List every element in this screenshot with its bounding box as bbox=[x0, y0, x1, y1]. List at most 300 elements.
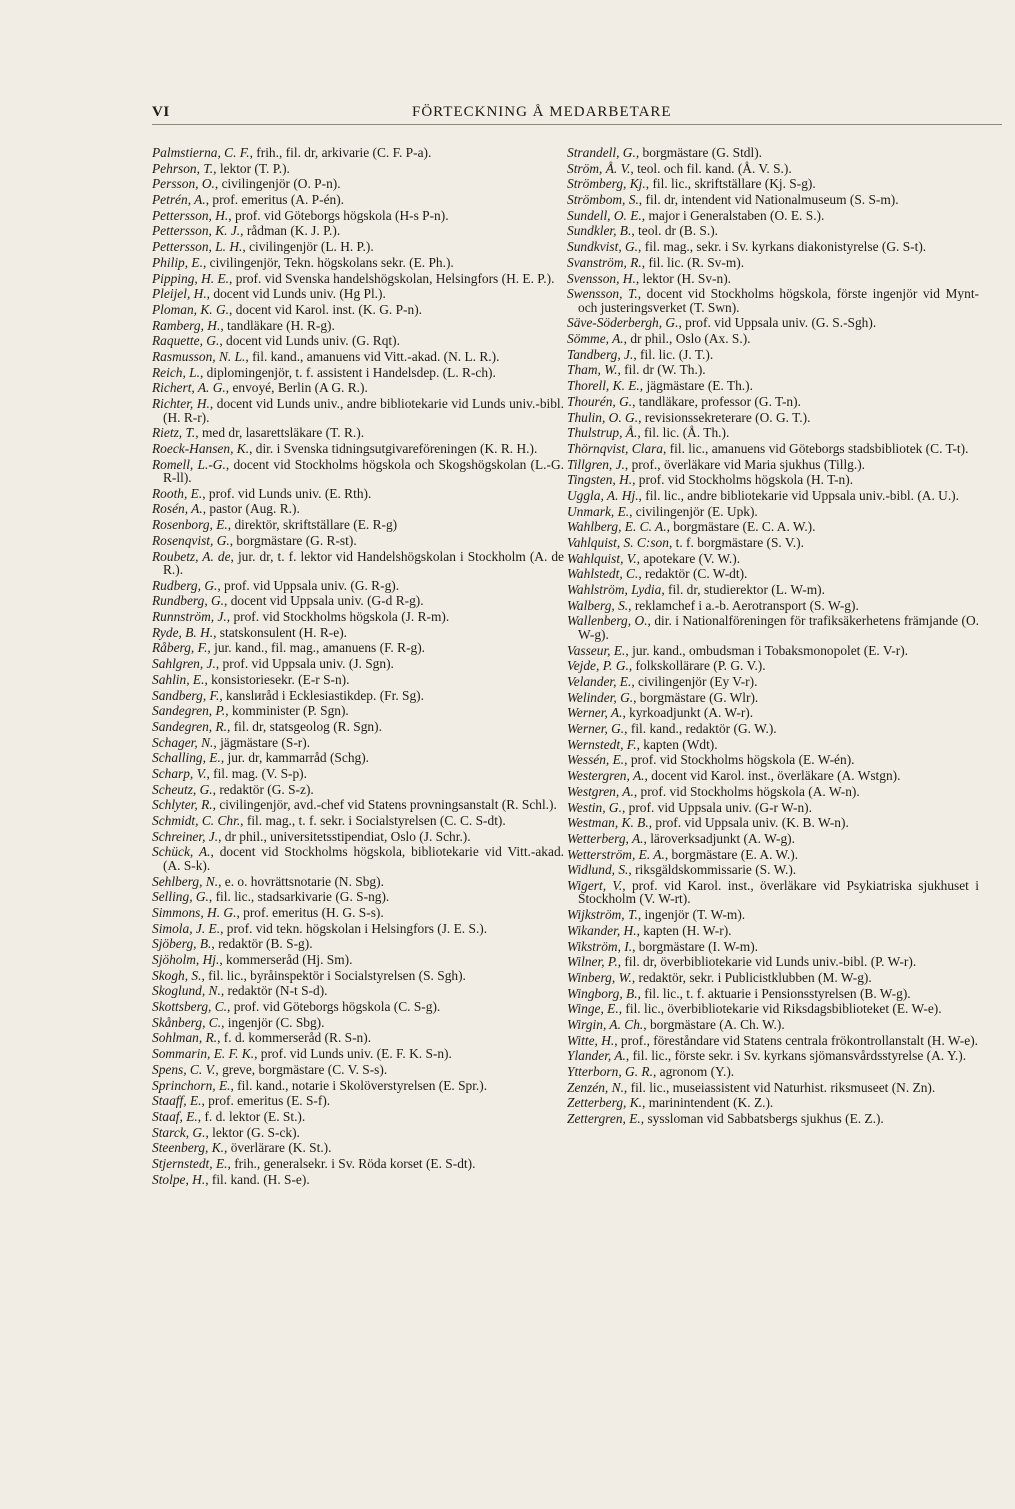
contributor-name: Werner, A. bbox=[567, 705, 623, 721]
contributor-description: , teol. och fil. kand. (Å. V. S.). bbox=[630, 160, 792, 176]
contributor-name: Reich, L. bbox=[152, 364, 200, 380]
contributor-description: , jägmästare (S-r). bbox=[213, 734, 311, 750]
contributor-name: Runnström, J. bbox=[152, 609, 227, 625]
contributor-name: Steenberg, K. bbox=[152, 1140, 225, 1156]
contributor-description: , prof., föreståndare vid Statens centrala frökontrollanstalt (H. W-e). bbox=[614, 1032, 979, 1048]
contributor-description: , fil. lic. (J. T.). bbox=[633, 346, 714, 362]
contributor-name: Vasseur, E. bbox=[567, 642, 626, 658]
running-header bbox=[152, 104, 1002, 125]
contributor-description: , kapten (Wdt). bbox=[636, 736, 718, 752]
contributor-name: Rietz, T. bbox=[152, 425, 196, 441]
contributor-name: Staaf, E. bbox=[152, 1108, 198, 1124]
contributor-name: Palmstierna, C. F. bbox=[152, 145, 250, 160]
contributor-description: , revisionssekreterare (O. G. T.). bbox=[638, 409, 811, 425]
contributor-entry bbox=[152, 579, 564, 593]
contributor-entry bbox=[152, 502, 564, 516]
contributor-description: , riksgäldskommissarie (S. W.). bbox=[628, 862, 797, 878]
contributor-entry bbox=[152, 736, 564, 750]
contributor-description: , civilingenjör, avd.-chef vid Statens provningsanstalt (R. Schl.). bbox=[212, 797, 557, 813]
contributor-name: Werner, G. bbox=[567, 721, 625, 737]
contributor-name: Richert, A. G. bbox=[152, 380, 226, 396]
contributor-name: Wijkström, T. bbox=[567, 907, 638, 923]
contributor-description: , docent vid Stockholms högskola och Skogshögskolan (L.-G. R-ll). bbox=[163, 456, 565, 486]
contributor-description: , f. d. lektor (E. St.). bbox=[197, 1108, 306, 1124]
contributor-name: Wikander, H. bbox=[567, 922, 637, 938]
contributor-entry bbox=[567, 426, 979, 440]
contributor-description: , borgmästare (E. A. W.). bbox=[664, 846, 799, 862]
contributor-name: Welinder, G. bbox=[567, 689, 634, 705]
contributor-name: Wallenberg, O. bbox=[567, 613, 648, 629]
contributor-name: Witte, H. bbox=[567, 1032, 615, 1048]
contributor-name: Sundkler, B. bbox=[567, 223, 632, 239]
contributor-description: , med dr, lasarettsläkare (T. R.). bbox=[195, 425, 365, 441]
contributor-description: , fil. dr, studierektor (L. W-m). bbox=[661, 582, 825, 598]
contributor-description: , prof. vid Uppsala univ. (K. B. W-n). bbox=[648, 815, 849, 831]
contributor-description: , fil. lic., överbibliotekarie vid Riksdagsbiblioteket (E. W-e). bbox=[618, 1001, 942, 1017]
contributor-description: , fil. lic., stadsarkivarie (G. S-ng). bbox=[208, 889, 390, 905]
contributor-name: Sjöholm, Hj. bbox=[152, 952, 220, 967]
contributor-description: , docent vid Stockholms högskola, bibliotekarie vid Vitt.-akad. (A. S-k). bbox=[163, 844, 564, 873]
contributor-description: , civilingenjör (Ey V-r). bbox=[631, 674, 758, 689]
contributor-name: Schmidt, C. Chr. bbox=[152, 813, 241, 828]
contributor-name: Sprinchorn, E. bbox=[152, 1077, 231, 1093]
contributor-entry bbox=[567, 848, 979, 862]
contributor-name: Sömme, A. bbox=[567, 331, 624, 347]
contributor-entry bbox=[567, 691, 979, 705]
contributor-description: , borgmästare (G. Wlr). bbox=[633, 689, 759, 705]
contributor-description: , fil. lic., skriftställare (Kj. S-g). bbox=[645, 176, 816, 192]
contributor-entry bbox=[567, 316, 979, 330]
contributor-description: , borgmästare (A. Ch. W.). bbox=[643, 1016, 785, 1032]
contributor-description: , fil. lic. (Å. Th.). bbox=[637, 425, 730, 441]
contributor-entry bbox=[567, 971, 979, 985]
contributor-name: Roubetz, A. de bbox=[152, 548, 231, 564]
contributor-entry bbox=[152, 1079, 564, 1093]
contributor-name: Strandell, G. bbox=[567, 145, 636, 160]
contributor-name: Sahlgren, J. bbox=[152, 656, 216, 672]
contributor-entry bbox=[567, 567, 979, 581]
contributor-entry bbox=[152, 720, 564, 734]
contributor-entry bbox=[152, 209, 564, 223]
contributor-entry bbox=[567, 987, 979, 1001]
contributor-name: Wahlström, Lydia bbox=[567, 582, 662, 598]
contributor-entry bbox=[152, 1000, 564, 1014]
contributor-entry bbox=[567, 363, 979, 377]
contributor-description: , lektor (T. P.). bbox=[213, 160, 290, 176]
contributor-entry bbox=[567, 832, 979, 846]
contributor-description: , docent vid Uppsala univ. (G-d R-g). bbox=[224, 593, 424, 609]
contributor-entry bbox=[152, 442, 564, 456]
contributor-entry bbox=[567, 348, 979, 362]
contributor-entry bbox=[567, 1096, 979, 1110]
contributor-entry bbox=[152, 594, 564, 608]
contributor-name: Uggla, A. Hj. bbox=[567, 487, 639, 503]
contributor-entry bbox=[152, 767, 564, 781]
contributor-description: , komminister (P. Sgn). bbox=[225, 703, 349, 719]
contributor-description: , fil. mag., sekr. i Sv. kyrkans diakonistyrelse (G. S-t). bbox=[638, 239, 927, 255]
contributor-entry bbox=[567, 411, 979, 425]
contributor-description: , prof., överläkare vid Maria sjukhus (Tillg.). bbox=[624, 456, 866, 472]
contributor-description: , prof. vid Göteborgs högskola (H-s P-n). bbox=[228, 207, 449, 223]
contributor-name: Wetterberg, A. bbox=[567, 830, 644, 846]
contributor-description: , redaktör, sekr. i Publicistklubben (M. W-g). bbox=[631, 969, 872, 985]
contributor-name: Wahlquist, V. bbox=[567, 550, 637, 566]
contributor-name: Velander, E. bbox=[567, 674, 632, 689]
contributor-entry bbox=[567, 442, 979, 456]
page-title: FÖRTECKNING Å MEDARBETARE bbox=[412, 104, 672, 120]
contributor-name: Thörnqvist, Clara bbox=[567, 440, 663, 456]
contributor-description: , lektor (G. S-ck). bbox=[205, 1124, 300, 1140]
contributor-description: , redaktör (G. S-z). bbox=[212, 781, 314, 797]
contributor-entry bbox=[152, 906, 564, 920]
contributor-name: Petrén, A. bbox=[152, 192, 206, 208]
contributor-name: Wetterström, E. A. bbox=[567, 846, 665, 862]
contributor-name: Tillgren, J. bbox=[567, 456, 625, 472]
contributor-name: Sandegren, P. bbox=[152, 703, 226, 719]
contributor-name: Pettersson, L. H. bbox=[152, 239, 243, 255]
contributor-description: , jur. dr, kammarråd (Schg). bbox=[220, 750, 370, 766]
contributor-name: Persson, O. bbox=[152, 176, 215, 192]
contributor-name: Wilner, P. bbox=[567, 954, 618, 970]
contributor-entry bbox=[567, 785, 979, 799]
contributor-entry bbox=[567, 379, 979, 393]
contributor-description: , ingenjör (C. Sbg). bbox=[221, 1014, 325, 1030]
contributor-entry bbox=[567, 256, 979, 270]
contributor-name: Westergren, A. bbox=[567, 768, 645, 784]
contributor-entry bbox=[152, 937, 564, 951]
contributor-description: , prof. emeritus (H. G. S-s). bbox=[236, 904, 384, 920]
contributor-entry bbox=[152, 1173, 564, 1187]
contributor-entry bbox=[567, 753, 979, 767]
contributor-entry bbox=[567, 224, 979, 238]
contributor-name: Westin, G. bbox=[567, 799, 622, 815]
contributor-description: , fil. lic., t. f. aktuarie i Pensionsstyrelsen (B. W-g). bbox=[637, 985, 911, 1001]
contributor-name: Sjöberg, B. bbox=[152, 936, 212, 952]
contributor-name: Staaff, E. bbox=[152, 1093, 202, 1109]
contributor-name: Richter, H. bbox=[152, 396, 210, 411]
contributor-description: , civilingenjör (E. Upk). bbox=[629, 503, 758, 519]
contributor-entry bbox=[152, 287, 564, 301]
contributor-name: Ytterborn, G. R. bbox=[567, 1064, 653, 1079]
contributor-name: Stjernstedt, E. bbox=[152, 1155, 228, 1171]
contributor-description: , civilingenjör (L. H. P.). bbox=[242, 239, 374, 255]
contributor-entry bbox=[567, 801, 979, 815]
left-column bbox=[152, 146, 564, 1188]
contributor-entry bbox=[152, 1016, 564, 1030]
contributor-entry bbox=[152, 751, 564, 765]
contributor-description: , prof. vid Uppsala univ. (G. S.-Sgh). bbox=[678, 315, 877, 331]
contributor-entry bbox=[152, 240, 564, 254]
contributor-description: , tandläkare (H. R-g). bbox=[220, 317, 335, 333]
contributor-name: Thulin, O. G. bbox=[567, 409, 639, 425]
contributor-entry bbox=[567, 1112, 979, 1126]
contributor-name: Rosén, A. bbox=[152, 501, 203, 517]
contributor-description: , docent vid Lunds univ., andre bibliotekarie vid Lunds univ.-bibl. (H. R-r). bbox=[163, 396, 564, 425]
contributor-name: Skogh, S. bbox=[152, 967, 202, 983]
contributor-name: Selling, G. bbox=[152, 889, 209, 905]
contributor-description: , docent vid Lunds univ. (G. Rqt). bbox=[219, 333, 400, 349]
contributor-entry bbox=[567, 520, 979, 534]
contributor-entry bbox=[567, 162, 979, 176]
contributor-name: Rasmusson, N. L. bbox=[152, 348, 246, 364]
contributor-description: , docent vid Stockholms högskola, förste ingenjör vid Mynt- och justeringsverket (T. Swn). bbox=[578, 286, 979, 315]
contributor-name: Svanström, R. bbox=[567, 254, 642, 270]
contributor-name: Pipping, H. E. bbox=[152, 270, 229, 286]
contributor-name: Walberg, S. bbox=[567, 597, 629, 613]
contributor-name: Vejde, P. G. bbox=[567, 658, 629, 674]
contributor-description: , borgmästare (I. W-m). bbox=[632, 938, 759, 954]
contributor-entry bbox=[567, 473, 979, 487]
contributor-description: , fil. lic., museiassistent vid Naturhist. riksmuseet (N. Zn). bbox=[623, 1079, 936, 1095]
contributor-description: , fil. kand., notarie i Skolöverstyrelsen (E. Spr.). bbox=[230, 1077, 488, 1093]
contributor-name: Tham, W. bbox=[567, 362, 618, 378]
contributor-entry bbox=[567, 816, 979, 830]
contributor-entry bbox=[152, 1094, 564, 1108]
contributor-entry bbox=[152, 1047, 564, 1061]
contributor-name: Råberg, F. bbox=[152, 640, 208, 656]
contributor-entry bbox=[152, 814, 564, 828]
contributor-name: Wernstedt, F. bbox=[567, 736, 637, 752]
contributor-description: , frih., generalsekr. i Sv. Röda korset (E. S-dt). bbox=[227, 1155, 476, 1171]
contributor-entry bbox=[152, 969, 564, 983]
contributor-name: Ylander, A. bbox=[567, 1048, 626, 1064]
contributor-entry bbox=[567, 1034, 979, 1048]
contributor-name: Philip, E. bbox=[152, 254, 203, 270]
contributor-name: Swensson, T. bbox=[567, 286, 638, 302]
contributor-description: , fil. dr, intendent vid Nationalmuseum (S. S-m). bbox=[638, 192, 899, 208]
contributor-name: Wirgin, A. Ch. bbox=[567, 1016, 644, 1032]
contributor-entry bbox=[567, 769, 979, 783]
contributor-name: Schalling, E. bbox=[152, 750, 221, 766]
contributor-description: , prof. vid Göteborgs högskola (C. S-g). bbox=[227, 999, 441, 1015]
contributor-entry bbox=[567, 675, 979, 689]
contributor-entry bbox=[567, 287, 979, 314]
contributor-description: , fil. mag., t. f. sekr. i Socialstyrelsen (C. C. S-dt). bbox=[240, 813, 506, 828]
contributor-name: Winberg, W. bbox=[567, 969, 632, 985]
contributor-description: , fil. dr, överbibliotekarie vid Lunds univ.-bibl. (P. W-r). bbox=[617, 954, 917, 970]
contributor-name: Wikström, I. bbox=[567, 938, 633, 954]
contributor-description: , kapten (H. W-r). bbox=[636, 922, 732, 938]
contributor-name: Widlund, S. bbox=[567, 862, 629, 878]
contributor-entry bbox=[152, 381, 564, 395]
contributor-entry bbox=[567, 644, 979, 658]
contributor-name: Zetterberg, K. bbox=[567, 1095, 643, 1111]
contributor-entry bbox=[152, 704, 564, 718]
contributor-entry bbox=[152, 610, 564, 624]
contributor-description: , ingenjör (T. W-m). bbox=[637, 907, 746, 923]
contributor-entry bbox=[152, 953, 564, 967]
contributor-description: , marinintendent (K. Z.). bbox=[642, 1095, 774, 1111]
contributor-description: , prof. vid Uppsala univ. (G-r W-n). bbox=[621, 799, 812, 815]
contributor-description: , statskonsulent (H. R-e). bbox=[213, 624, 347, 640]
contributor-name: Schreiner, J. bbox=[152, 828, 219, 844]
contributor-description: , överlärare (K. St.). bbox=[224, 1140, 332, 1156]
contributor-name: Skånberg, C. bbox=[152, 1014, 222, 1030]
contributor-name: Scheutz, G. bbox=[152, 781, 213, 797]
contributor-description: , pastor (Aug. R.). bbox=[202, 501, 300, 517]
contributor-name: Sahlin, E. bbox=[152, 671, 205, 687]
contributor-name: Tingsten, H. bbox=[567, 472, 633, 488]
contributor-name: Pettersson, K. J. bbox=[152, 223, 241, 239]
contributor-name: Zenzén, N. bbox=[567, 1079, 624, 1095]
contributor-entry bbox=[152, 162, 564, 176]
contributor-entry bbox=[567, 552, 979, 566]
contributor-name: Raquette, G. bbox=[152, 333, 220, 349]
contributor-name: Rooth, E. bbox=[152, 485, 203, 501]
contributor-description: , fil. mag. (V. S-p). bbox=[206, 765, 307, 781]
contributor-entry bbox=[567, 706, 979, 720]
contributor-name: Strömbom, S. bbox=[567, 192, 639, 208]
contributor-name: Wessén, E. bbox=[567, 752, 625, 768]
contributor-name: Vahlquist, S. C:son bbox=[567, 535, 669, 550]
contributor-entry bbox=[152, 426, 564, 440]
contributor-entry bbox=[152, 193, 564, 207]
contributor-entry bbox=[152, 798, 564, 812]
contributor-entry bbox=[152, 689, 564, 703]
contributor-entry bbox=[152, 366, 564, 380]
contributor-name: Winge, E. bbox=[567, 1001, 619, 1017]
contributor-description: , syssloman vid Sabbatsbergs sjukhus (E. Z.). bbox=[640, 1111, 884, 1127]
contributor-entry bbox=[152, 783, 564, 797]
contributor-entry bbox=[152, 458, 564, 485]
contributor-description: , frih., fil. dr, arkivarie (C. F. P-a). bbox=[249, 145, 432, 160]
contributor-description: , redaktör (C. W-dt). bbox=[638, 566, 748, 582]
contributor-entry bbox=[152, 177, 564, 191]
contributor-description: , tandläkare, professor (G. T-n). bbox=[632, 393, 801, 409]
contributor-description: , fil. lic., andre bibliotekarie vid Uppsala univ.-bibl. (A. U.). bbox=[638, 487, 959, 503]
contributor-entry bbox=[567, 1002, 979, 1016]
contributor-entry bbox=[567, 614, 979, 641]
contributor-description: , prof. vid Stockholms högskola (H. T-n). bbox=[632, 472, 854, 488]
contributor-entry bbox=[152, 875, 564, 889]
contributor-entry bbox=[567, 193, 979, 207]
contributor-description: , fil. lic., förste sekr. i Sv. kyrkans sjömansvårdsstyrelse (A. Y.). bbox=[625, 1048, 967, 1064]
contributor-entry bbox=[567, 209, 979, 223]
contributor-entry bbox=[567, 1081, 979, 1095]
contributor-entry bbox=[152, 626, 564, 640]
contributor-name: Spens, C. V. bbox=[152, 1061, 216, 1077]
contributor-entry bbox=[567, 272, 979, 286]
contributor-entry bbox=[152, 984, 564, 998]
contributor-description: , konsistoriesekr. (E-r S-n). bbox=[204, 671, 350, 687]
contributor-description: , teol. dr (B. S.). bbox=[631, 223, 719, 239]
contributor-entry bbox=[152, 272, 564, 286]
contributor-entry bbox=[152, 641, 564, 655]
contributor-entry bbox=[567, 738, 979, 752]
contributor-entry bbox=[567, 659, 979, 673]
contributor-name: Pehrson, T. bbox=[152, 160, 214, 176]
contributor-name: Schager, N. bbox=[152, 734, 214, 750]
page-number: VI bbox=[152, 104, 170, 120]
contributor-name: Sohlman, R. bbox=[152, 1030, 218, 1046]
contributor-entry bbox=[567, 536, 979, 550]
contributor-name: Rundberg, G. bbox=[152, 593, 225, 609]
contributor-description: , dir. i Nationalföreningen för trafiksäkerhetens främjande (O. W-g). bbox=[578, 613, 980, 642]
contributor-description: , kommerseråd (Hj. Sm). bbox=[219, 952, 353, 967]
contributor-description: , fil. lic., amanuens vid Göteborgs stadsbibliotek (C. T-t). bbox=[662, 440, 969, 456]
contributor-description: , greve, borgmästare (C. V. S-s). bbox=[215, 1061, 388, 1077]
contributor-name: Pettersson, H. bbox=[152, 207, 229, 223]
contributor-description: , prof. vid tekn. högskolan i Helsingfors (J. E. S.). bbox=[220, 920, 488, 936]
contributor-description: , direktör, skriftställare (E. R-g) bbox=[227, 517, 398, 533]
contributor-description: , fil. lic. (R. Sv-m). bbox=[641, 254, 745, 270]
contributor-name: Tandberg, J. bbox=[567, 346, 634, 362]
contributor-name: Svensson, H. bbox=[567, 270, 636, 286]
contributor-name: Thulstrup, Å. bbox=[567, 425, 638, 441]
contributor-description: , docent vid Karol. inst., överläkare (A. Wstgn). bbox=[644, 768, 901, 784]
contributor-name: Unmark, E. bbox=[567, 503, 630, 519]
contributor-description: , kyrkoadjunkt (A. W-r). bbox=[622, 705, 754, 721]
contributor-name: Rudberg, G. bbox=[152, 577, 218, 593]
contributor-name: Rosenqvist, G. bbox=[152, 532, 230, 548]
contributor-description: , reklamchef i a.-b. Aerotransport (S. W-g). bbox=[628, 597, 859, 613]
contributor-entry bbox=[567, 863, 979, 877]
contributor-entry bbox=[567, 722, 979, 736]
contributor-description: , prof. vid Uppsala univ. (J. Sgn). bbox=[215, 656, 394, 672]
contributor-entry bbox=[152, 350, 564, 364]
contributor-description: , prof. vid Karol. inst., överläkare vid Psykiatriska sjukhuset i Stockholm (V. W-rt). bbox=[578, 877, 979, 907]
contributor-entry bbox=[567, 1018, 979, 1032]
contributor-entry bbox=[567, 955, 979, 969]
contributor-name: Sundkvist, G. bbox=[567, 239, 639, 255]
contributor-entry bbox=[152, 657, 564, 671]
contributor-description: , f. d. kommerseråd (R. S-n). bbox=[217, 1030, 372, 1046]
contributor-description: , dr phil., universitetsstipendiat, Oslo (J. Schr.). bbox=[218, 828, 471, 844]
contributor-entry bbox=[567, 583, 979, 597]
contributor-entry bbox=[567, 177, 979, 191]
contributor-name: Ström, Å. V. bbox=[567, 160, 631, 176]
contributor-entry bbox=[152, 487, 564, 501]
contributor-name: Ramberg, H. bbox=[152, 317, 221, 333]
contributor-entry bbox=[152, 146, 564, 160]
contributor-description: , prof. vid Lunds univ. (E. Rth). bbox=[202, 485, 372, 501]
contributor-entry bbox=[567, 1065, 979, 1079]
contributor-name: Scharp, V. bbox=[152, 765, 207, 781]
contributor-description: , fil. dr (W. Th.). bbox=[617, 362, 706, 378]
contributor-name: Simola, J. E. bbox=[152, 920, 221, 936]
contributor-name: Pleijel, H. bbox=[152, 286, 207, 302]
contributor-name: Wingborg, B. bbox=[567, 985, 638, 1001]
contributor-name: Starck, G. bbox=[152, 1124, 206, 1140]
contributor-description: , prof. vid Uppsala univ. (G. R-g). bbox=[217, 577, 400, 593]
contributor-description: , läroverksadjunkt (A. W-g). bbox=[643, 830, 795, 846]
contributor-entry bbox=[567, 489, 979, 503]
contributor-entry bbox=[567, 924, 979, 938]
contributor-description: , prof. vid Svenska handelshögskolan, Helsingfors (H. E. P.). bbox=[229, 270, 555, 286]
contributor-entry bbox=[152, 673, 564, 687]
contributor-description: , fil. kand., amanuens vid Vitt.-akad. (N. L. R.). bbox=[245, 348, 500, 364]
contributor-name: Schück, A. bbox=[152, 844, 211, 860]
contributor-name: Thourén, G. bbox=[567, 393, 633, 409]
contributor-entry bbox=[567, 879, 979, 906]
contributor-entry bbox=[152, 319, 564, 333]
contributor-name: Rosenborg, E. bbox=[152, 517, 228, 533]
contributor-description: , civilingenjör, Tekn. högskolans sekr. (E. Ph.). bbox=[202, 254, 454, 270]
contributor-name: Strömberg, Kj. bbox=[567, 176, 646, 192]
contributor-name: Thorell, K. E. bbox=[567, 378, 640, 394]
contributor-description: , lektor (H. Sv-n). bbox=[635, 270, 732, 286]
contributor-entry bbox=[567, 395, 979, 409]
contributor-description: , diplomingenjör, t. f. assistent i Handelsdep. (L. R-ch). bbox=[199, 364, 496, 380]
contributor-entry bbox=[152, 518, 564, 532]
contributor-name: Ryde, B. H. bbox=[152, 624, 214, 640]
contributor-description: , prof. vid Stockholms högskola (J. R-m). bbox=[226, 609, 450, 625]
contributor-name: Wahlstedt, C. bbox=[567, 566, 639, 582]
contributor-entry bbox=[152, 922, 564, 936]
contributor-entry bbox=[152, 1141, 564, 1155]
contributor-description: , t. f. borgmästare (S. V.). bbox=[668, 535, 804, 550]
contributor-name: Schlyter, R. bbox=[152, 797, 213, 813]
